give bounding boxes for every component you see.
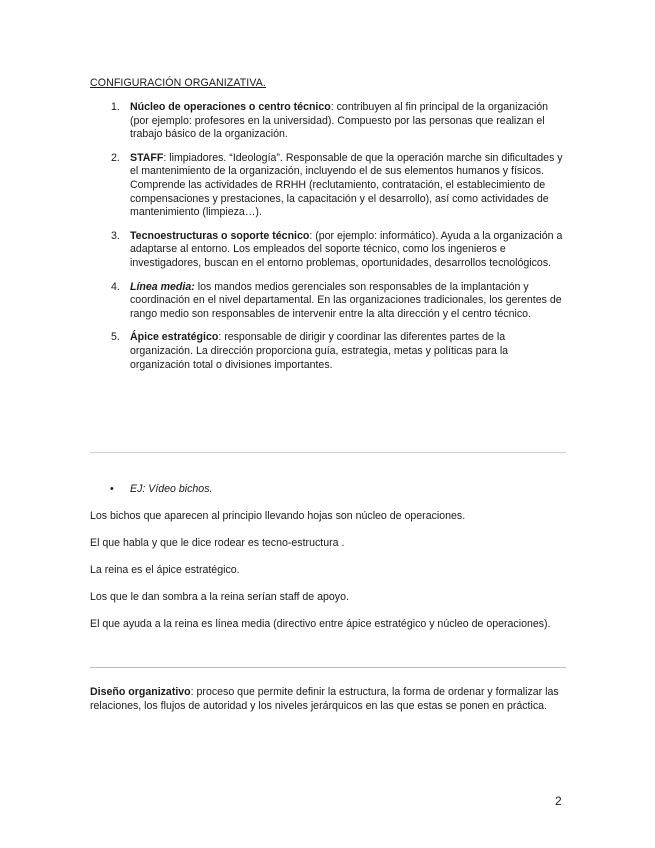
bullet-icon: •	[110, 483, 114, 495]
horizontal-divider	[90, 452, 566, 453]
list-item-term: Núcleo de operaciones o centro técnico	[130, 101, 331, 113]
list-item-term: Ápice estratégico	[130, 331, 219, 344]
list-item-text: : limpiadores. “Ideología”. Responsable de que la operación marche sin dificultades y el mantenimiento de la organización, incluyendo el de sus elementos humanos y físicos. Comprende las actividades de RRHH (reclutamiento, contratación, el establecimiento de compensaciones y prestaciones, la capacitación y el desarrollo), así como actividades de mantenimiento (limpieza…).	[130, 151, 563, 219]
list-item-number: 1.	[111, 101, 120, 113]
list-item	[90, 152, 566, 220]
list-item-term: STAFF	[130, 151, 164, 164]
list-item-text: : (por ejemplo: informático). Ayuda a la organización a adaptarse al entorno. Los empleados del soporte técnico, como los ingenieros e investigadores, buscan en el entorno problemas, oportunidades, desarrollos tecnológicos.	[130, 229, 563, 269]
list-item-number: 5.	[111, 331, 120, 344]
definition-term: Diseño organizativo	[90, 686, 191, 698]
definition-paragraph	[90, 686, 566, 713]
list-item-text: : responsable de dirigir y coordinar las diferentes partes de la organización. La dirección proporciona guía, estrategia, metas y políticas para la organización total o divisiones importantes.	[130, 331, 509, 371]
list-item	[90, 281, 566, 322]
section-title: CONFIGURACIÓN ORGANIZATIVA.	[90, 77, 266, 89]
list-item-term: Línea media:	[130, 280, 195, 293]
list-item-text: : contribuyen al fin principal de la organización (por ejemplo: profesores en la universidad). Compuesto por las personas que realizan el trabajo básico de la organización.	[130, 101, 549, 141]
page-number: 2	[555, 794, 562, 808]
list-item-number: 3.	[111, 229, 120, 242]
paragraph: El que habla y que le dice rodear es tecno-estructura .	[90, 537, 345, 549]
list-item-number: 4.	[111, 280, 120, 293]
horizontal-divider	[90, 667, 566, 668]
list-item-number: 2.	[111, 151, 120, 164]
list-item-text: los mandos medios gerenciales son responsables de la implantación y coordinación en el nivel departamental. En las organizaciones tradicionales, los gerentes de rango medio son responsables de intervenir entre la alta dirección y el centro técnico.	[130, 280, 562, 320]
list-item	[90, 230, 566, 271]
paragraph: El que ayuda a la reina es línea media (directivo entre ápice estratégico y núcleo de operaciones).	[90, 618, 551, 630]
paragraph: Los que le dan sombra a la reina serían staff de apoyo.	[90, 591, 349, 603]
definition-text: : proceso que permite definir la estructura, la forma de ordenar y formalizar las relaciones, los flujos de autoridad y los niveles jerárquicos en las que estas se ponen en práctica.	[90, 686, 559, 712]
list-item	[90, 101, 566, 142]
list-item	[90, 331, 566, 372]
numbered-list	[90, 101, 566, 382]
example-label: EJ: Vídeo bichos.	[130, 483, 213, 495]
paragraph: Los bichos que aparecen al principio llevando hojas son núcleo de operaciones.	[90, 510, 466, 522]
paragraph: La reina es el ápice estratégico.	[90, 564, 240, 576]
list-item-term: Tecnoestructuras o soporte técnico	[130, 229, 310, 242]
